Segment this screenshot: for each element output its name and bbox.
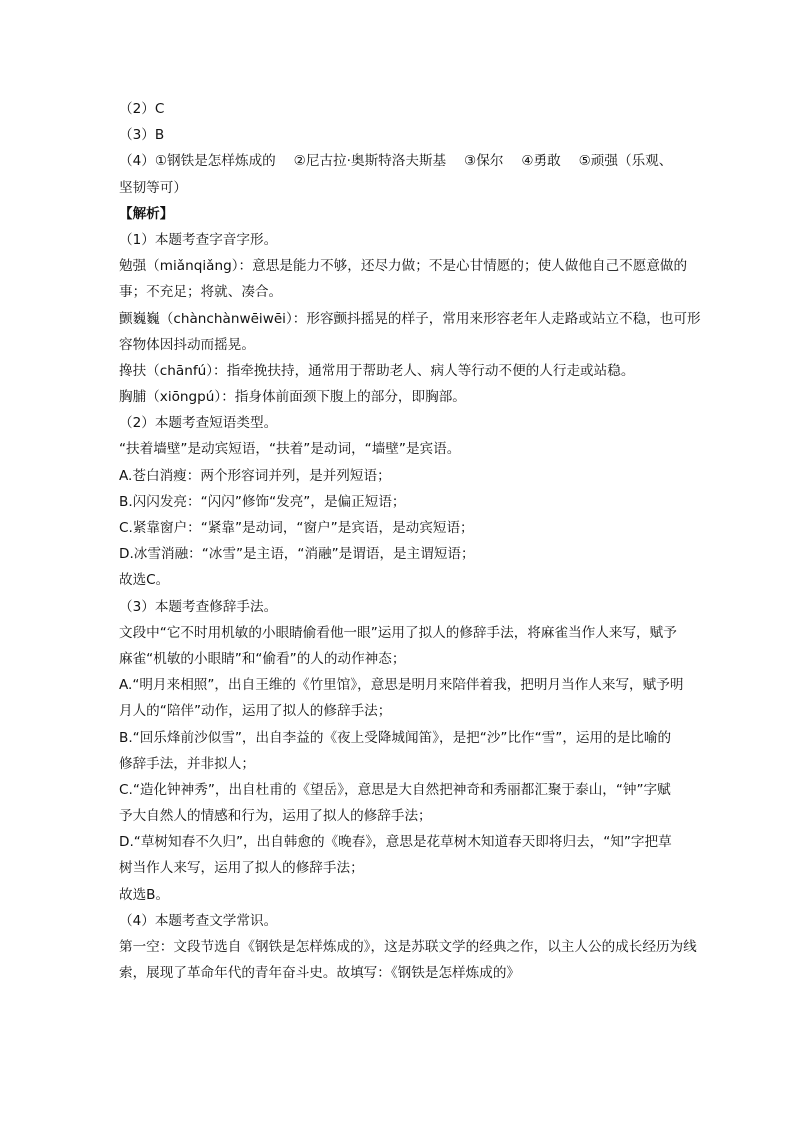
analysis-line: 故选B。 [119,886,170,903]
analysis-line: 胸脯（xiōngpú）：指身体前面颈下腹上的部分，即胸部。 [119,389,466,406]
analysis-line: 事；不充足；将就、凑合。 [119,284,283,301]
analysis-line: 颤巍巍（chànchànwēiwēi）：形容颤抖摇晃的样子，常用来形容老年人走路或站立不稳，也可形 [119,310,701,327]
analysis-line: 故选C。 [119,572,170,589]
analysis-line: 勉强（miǎnqiǎng）：意思是能力不够，还尽力做；不是心甘情愿的；使人做他自己不愿意做的 [119,258,688,275]
analysis-line: 予大自然人的情感和行为，运用了拟人的修辞手法； [119,808,432,825]
analysis-line: 麻雀“机敏的小眼睛”和“偷看”的人的动作神态； [119,650,406,667]
analysis-line: C.紧靠窗户：“紧靠”是动词，“窗户”是宾语，是动宾短语； [119,520,474,536]
analysis-line: 容物体因抖动而摇晃。 [119,336,255,353]
answer-line: 坚韧等可） [119,179,187,196]
analysis-line: （3）本题考查修辞手法。 [119,598,278,615]
analysis-line: A.“明月来相照”，出自王维的《竹里馆》，意思是明月来陪伴着我，把明月当作人来写，赋予明 [119,677,684,694]
analysis-line: （2）本题考查短语类型。 [119,415,278,432]
analysis-line: 树当作人来写，运用了拟人的修辞手法； [119,860,364,877]
answer-line: （2）C [119,101,165,117]
document-body [119,96,719,986]
answer-line: （3）B [119,127,165,144]
analysis-line: 第一空：文段节选自《钢铁是怎样炼成的》，这是苏联文学的经典之作，以主人公的成长经历为线 [119,939,697,955]
analysis-line: B.闪闪发亮：“闪闪”修饰“发亮”，是偏正短语； [119,493,406,510]
analysis-line: C.“造化钟神秀”，出自杜甫的《望岳》，意思是大自然把神奇和秀丽都汇聚于泰山，“钟”字赋 [119,781,671,798]
analysis-line: B.“回乐烽前沙似雪”，出自李益的《夜上受降城闻笛》，是把“沙”比作“雪”，运用的是比喻的 [119,729,672,746]
analysis-line: （4）本题考查文学常识。 [119,912,278,929]
analysis-line: A.苍白消瘦：两个形容词并列，是并列短语； [119,467,391,484]
analysis-line: D.“草树知春不久归”，出自韩愈的《晚春》，意思是花草树木知道春天即将归去，“知”字把草 [119,834,672,851]
analysis-line: D.冰雪消融：“冰雪”是主语，“消融”是谓语，是主谓短语； [119,546,475,563]
answer-line: （4）①钢铁是怎样炼成的 ②尼古拉·奥斯特洛夫斯基 ③保尔 ④勇敢 ⑤顽强（乐观、 [119,153,673,170]
analysis-heading: 【解析】 [119,205,174,222]
analysis-line: 修辞手法，并非拟人； [119,755,255,772]
analysis-line: 月人的“陪伴”动作，运用了拟人的修辞手法； [119,703,392,720]
analysis-line: 文段中“它不时用机敏的小眼睛偷看他一眼”运用了拟人的修辞手法，将麻雀当作人来写，赋予 [119,624,677,641]
analysis-line: “扶着墙壁”是动宾短语，“扶着”是动词，“墙壁”是宾语。 [119,441,461,458]
analysis-line: 索，展现了革命年代的青年奋斗史。故填写：《钢铁是怎样炼成的》 [119,965,521,982]
analysis-line: （1）本题考查字音字形。 [119,231,278,248]
analysis-line: 搀扶（chānfú）：指牵挽扶持，通常用于帮助老人、病人等行动不便的人行走或站稳。 [119,362,635,379]
